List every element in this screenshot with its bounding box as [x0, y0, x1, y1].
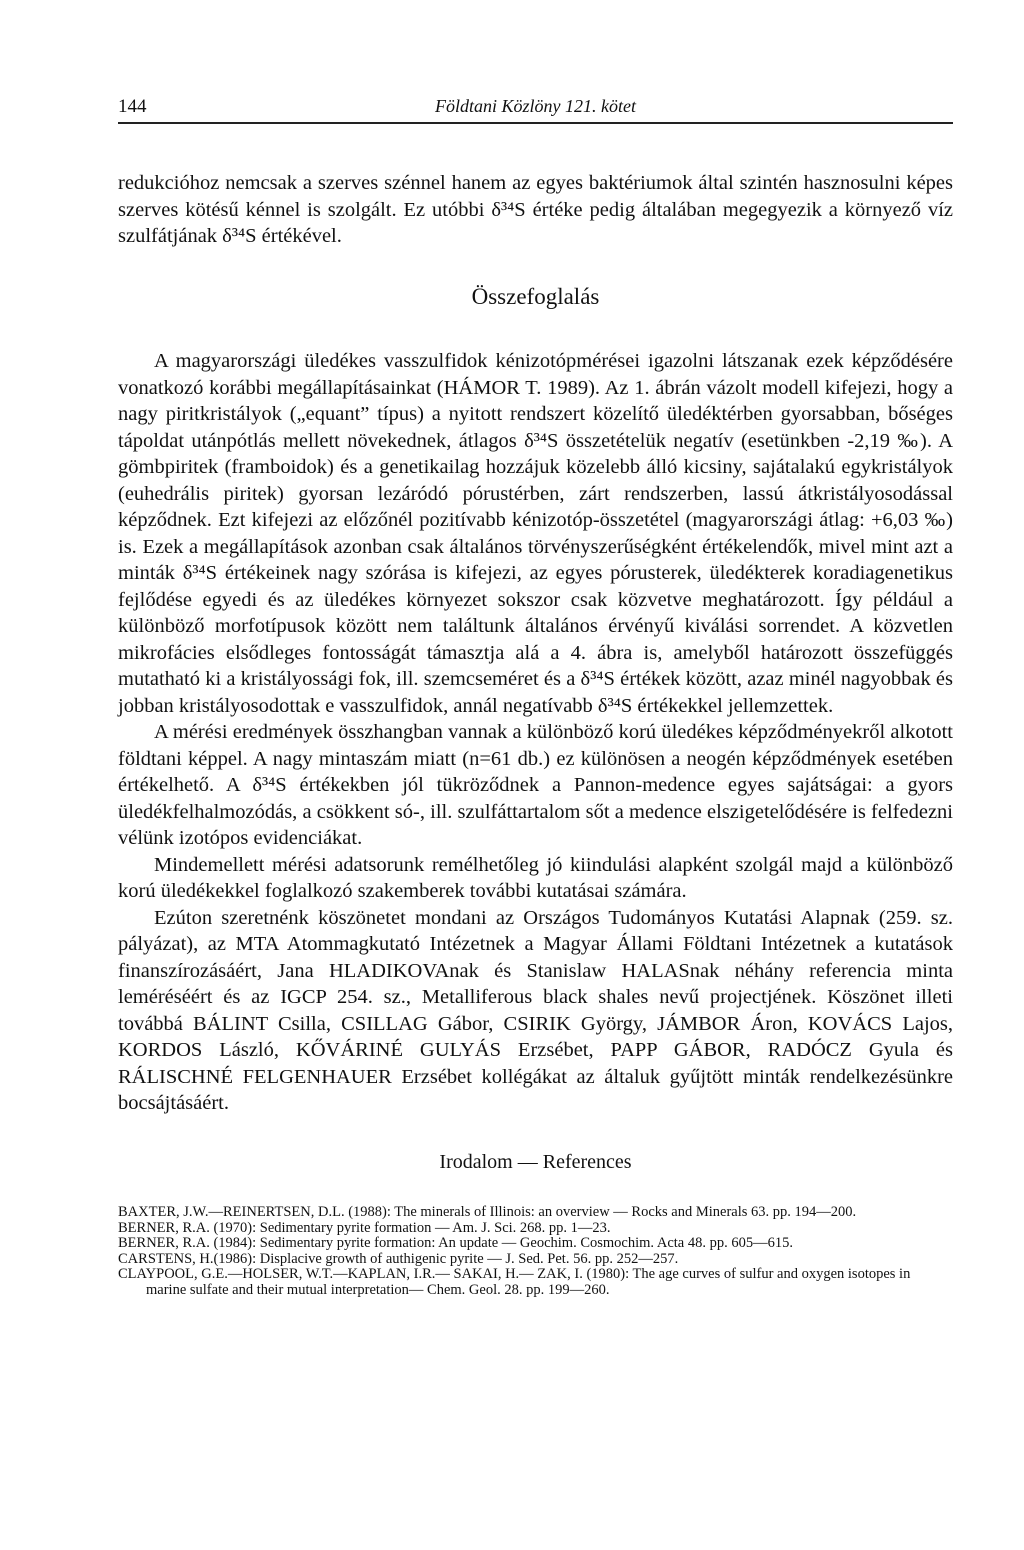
reference-item: BERNER, R.A. (1984): Sedimentary pyrite formation: An update — Geochim. Cosmochim. Acta 48. pp. 605—615. [118, 1235, 793, 1252]
reference-item: CARSTENS, H.(1986): Displacive growth of authigenic pyrite — J. Sed. Pet. 56. pp. 252—257. [118, 1250, 679, 1267]
references-heading: Irodalom — References [439, 1150, 632, 1173]
summary-paragraph: A mérési eredmények összhangban vannak a különböző korú üledékes képződményekről alkotott földtani képpel. A nagy mintaszám miatt (n=61 db.) ez különösen a neogén képződmények esetében értékelhető. A δ³⁴S értékekben jól tükröződnek a Pannon-medence egyes sajátságai: a gyors üledékfelhalmozódás, a csökkent só-, ill. szulfáttartalom sőt a medence elszigetelődésére is felfedezni vélünk izotópos evidenciákat. [118, 721, 953, 849]
reference-item: BERNER, R.A. (1970): Sedimentary pyrite formation — Am. J. Sci. 268. pp. 1—23. [118, 1219, 611, 1236]
reference-item: BAXTER, J.W.—REINERTSEN, D.L. (1988): The minerals of Illinois: an overview — Rocks and Minerals 63. pp. 194—200. [118, 1204, 857, 1220]
summary-paragraph: A magyarországi üledékes vasszulfidok kénizotópmérései igazolni látszanak ezek képződésére vonatkozó korábbi megállapításainkat (HÁMOR T. 1989). Az 1. ábrán vázolt modell kifejezi, hogy a nagy piritkristályok („equant” típus) a nyitott rendszert közelítő üledéktérben gyorsabban, bőséges tápoldat utánpótlás mellett növekednek, átlagos δ³⁴S összetételük negatív (esetünkben -2,19 ‰). A gömbpiritek (framboidok) és a genetikailag hozzájuk közelebb álló kicsiny, sajátalakú egykristályok (euhedrális piritek) gyorsan lezáródó pórustérben, zárt rendszerben, lassú átkristályosodással képződnek. Ezt kifejezi az előzőnél pozitívabb kénizotóp-összetétel (magyarországi átlag: +6,03 ‰) is. Ezek a megállapítások azonban csak általános törvényszerűségként értékelendők, mivel mint azt a minták δ³⁴S értékeinek nagy szórása is kifejezi, az egyes pórusterek, üledékterek koradiagenetikus fejlődése egyedi és az üledékes környezet sokszor csak közvetve meghatározott. Így például a különböző morfotípusok között nem találtunk általános érvényű kiválási sorrendet. A közvetlen mikrofácies elsődleges fontosságát támasztja alá a 4. ábra is, amelyből határozott összefüggés mutatható ki a kristályossági fok, ill. szemcseméret és a δ³⁴S értékek között, azaz minél nagyobbak és jobban kristályosodottak e vasszulfidok, annál negatívabb δ³⁴S értékekkel jellemzettek. [118, 350, 953, 717]
summary-paragraph: Mindemellett mérési adatsorunk remélhetőleg jó kiindulási alapként szolgál majd a különböző korú üledékekkel foglalkozó szakemberek további kutatásai számára. [118, 853, 953, 902]
journal-title: Földtani Közlöny 121. kötet [435, 96, 636, 116]
page-number: 144 [118, 96, 147, 117]
article-body [118, 170, 953, 1299]
reference-item: CLAYPOOL, G.E.—HOLSER, W.T.—KAPLAN, I.R.— SAKAI, H.— ZAK, I. (1980): The age curves of sulfur and oxygen isotopes in marine sulfate and their mutual interpretation— Chem. Geol. 28. pp. 199—260. [118, 1266, 911, 1298]
reference-list [118, 1205, 953, 1299]
journal-page [118, 96, 953, 1299]
intro-paragraph: redukcióhoz nemcsak a szerves szénnel hanem az egyes baktériumok által szintén hasznosulni képes szerves kötésű kénnel is szolgált. Ez utóbbi δ³⁴S értéke pedig általában megegyezik a környező víz szulfátjának δ³⁴S értékével. [118, 172, 953, 247]
acknowledgements-paragraph: Ezúton szeretnénk köszönetet mondani az Országos Tudományos Kutatási Alapnak (259. sz. pályázat), az MTA Atommagkutató Intézetnek a Magyar Állami Földtani Intézetnek a kutatások finanszírozásáért, Jana HLADIKOVAnak és Stanislaw HALASnak néhány referencia minta leméréséért és az IGCP 254. sz., Metalliferous black shales nevű projectjének. Köszönet illeti továbbá BÁLINT Csilla, CSILLAG Gábor, CSIRIK György, JÁMBOR Áron, KOVÁCS Lajos, KORDOS László, KŐVÁRINÉ GULYÁS Erzsébet, PAPP GÁBOR, RADÓCZ Gyula és RÁLISCHNÉ FELGENHAUER Erzsébet kollégákat az általuk gyűjtött minták rendelkezésünkre bocsájtásáért. [118, 906, 953, 1114]
summary-heading: Összefoglalás [471, 283, 600, 309]
running-header [118, 96, 953, 124]
